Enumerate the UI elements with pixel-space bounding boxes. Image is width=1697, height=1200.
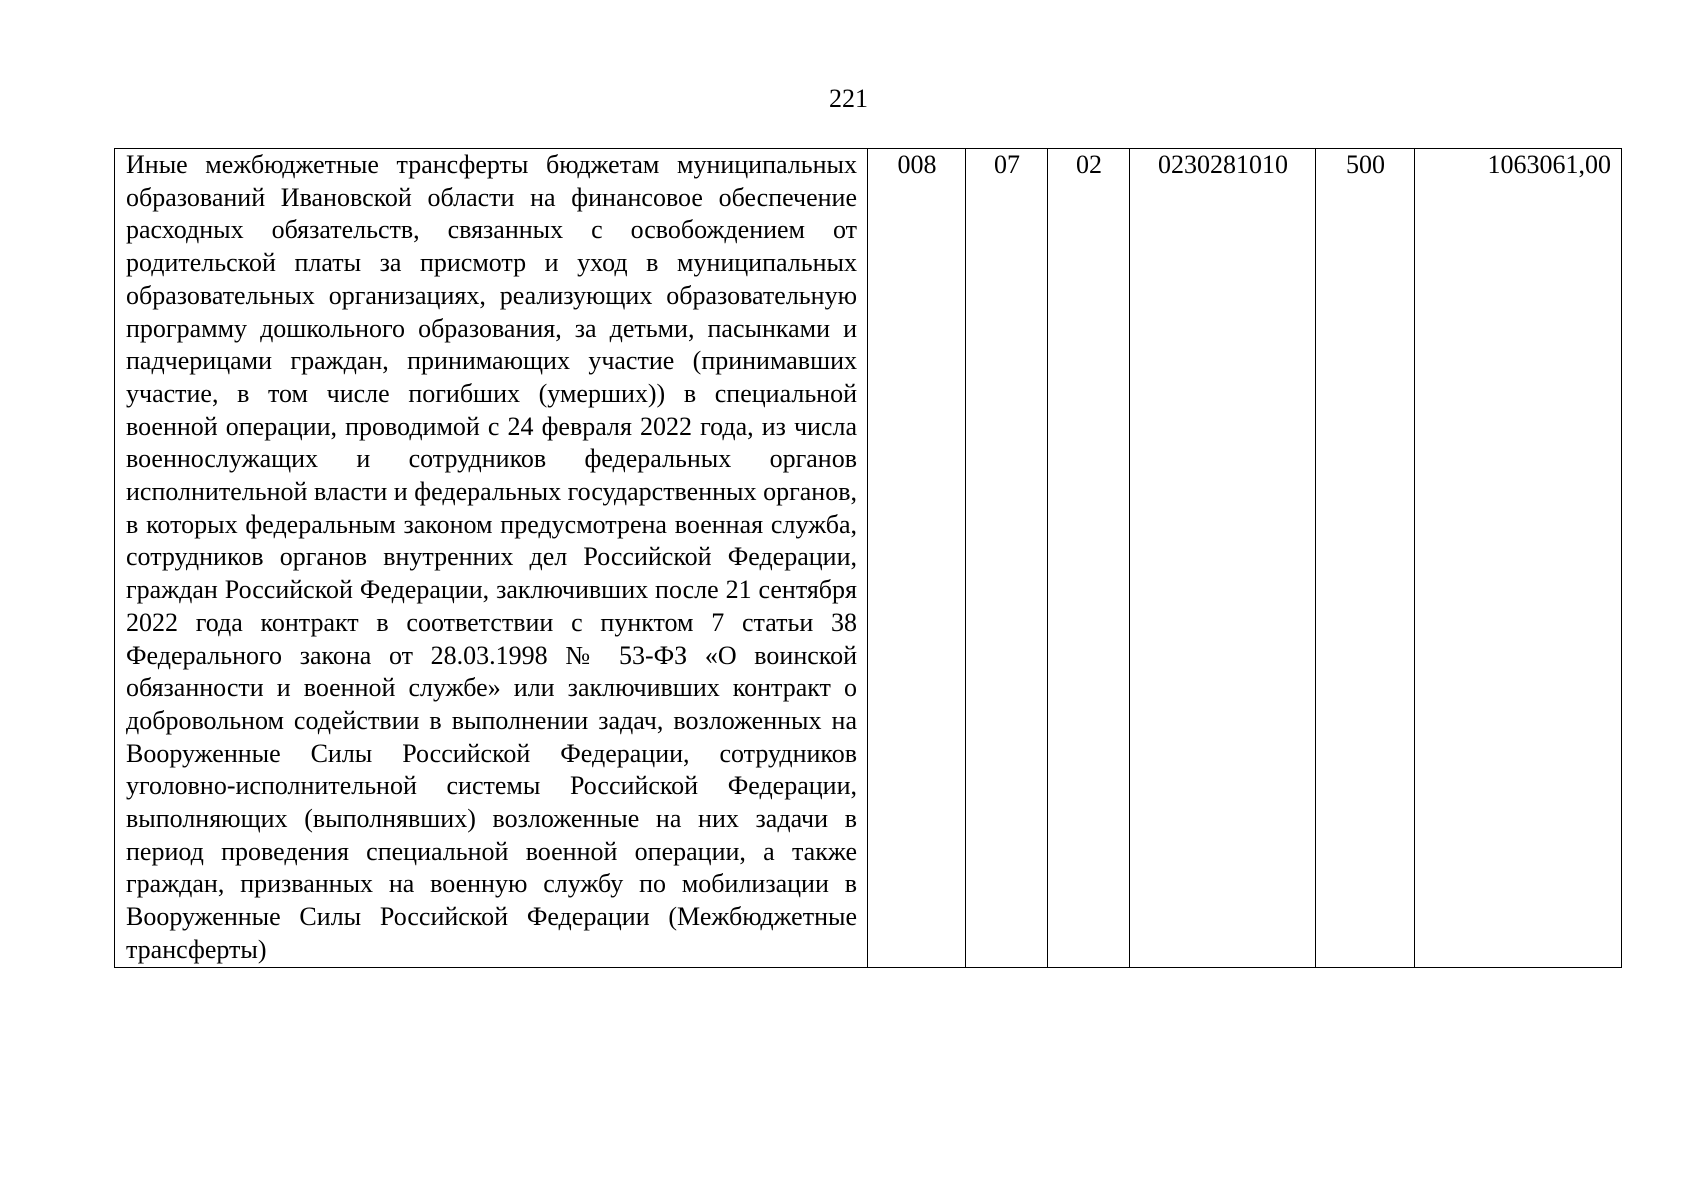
subsection-code: 02	[1048, 149, 1130, 968]
expense-description: Иные межбюджетные трансферты бюджетам муниципальных образований Ивановской области на финансовое обеспечение расходных обязательств, связанных с освобождением от родительской платы за присмотр и уход в муниципальных образовательных организациях, реализующих образовательную программу дошкольного образования, за детьми, пасынками и падчерицами граждан, принимающих участие (принимавших участие, в том числе погибших (умерших)) в специальной военной операции, проводимой с 24 февраля 2022 года, из числа военнослужащих и сотрудников федеральных органов исполнительной власти и федеральных государственных органов, в которых федеральным законом предусмотрена военная служба, сотрудников органов внутренних дел Российской Федерации, граждан Российской Федерации, заключивших после 21 сентября 2022 года контракт в соответствии с пунктом 7 статьи 38 Федерального закона от 28.03.1998 № 53-ФЗ «О воинской обязанности и военной службе» или заключивших контракт о добровольном содействии в выполнении задач, возложенных на Вооруженные Силы Российской Федерации, сотрудников уголовно-исполнительной системы Российской Федерации, выполняющих (выполнявших) возложенные на них задачи в период проведения специальной военной операции, а также граждан, призванных на военную службу по мобилизации в Вооруженные Силы Российской Федерации (Межбюджетные трансферты)	[115, 149, 868, 968]
expense-type-code: 500	[1316, 149, 1415, 968]
page-number: 221	[829, 84, 868, 113]
target-article-code: 0230281010	[1130, 149, 1316, 968]
section-code: 07	[966, 149, 1048, 968]
amount-value: 1063061,00	[1415, 149, 1622, 968]
table-row	[115, 149, 1622, 968]
ministry-code: 008	[868, 149, 966, 968]
budget-table	[114, 148, 1622, 968]
